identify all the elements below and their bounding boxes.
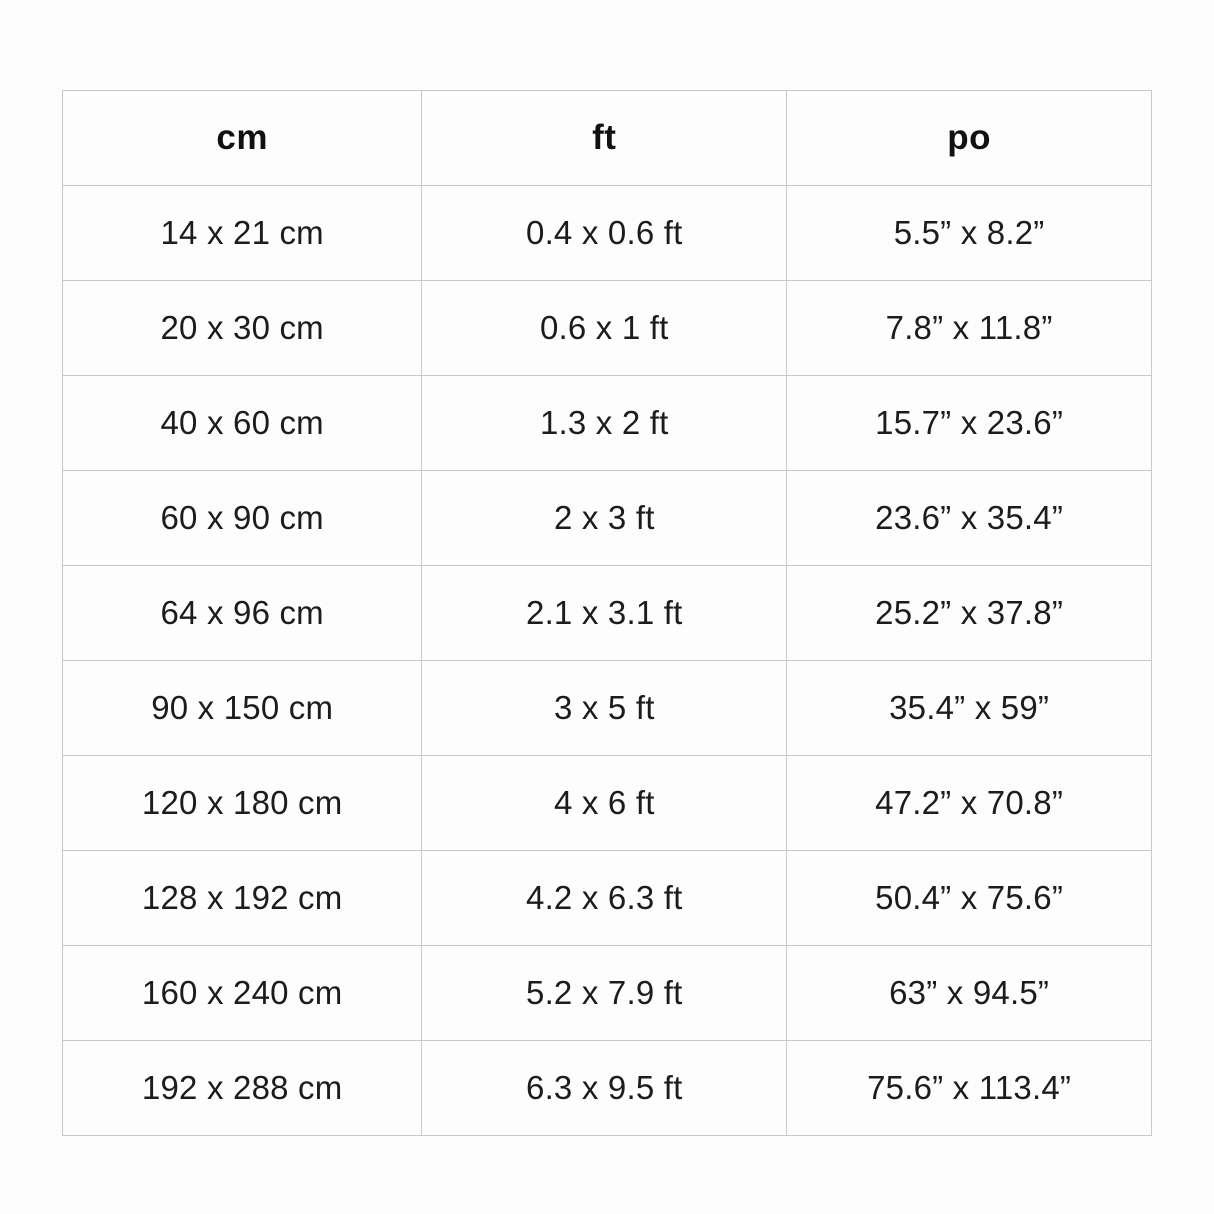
cell-cm: 20 x 30 cm (63, 281, 422, 376)
cell-cm: 90 x 150 cm (63, 661, 422, 756)
cell-cm: 64 x 96 cm (63, 566, 422, 661)
table-row (63, 756, 1152, 851)
cell-po: 75.6” x 113.4” (787, 1041, 1152, 1136)
table-row (63, 376, 1152, 471)
column-header-cm: cm (63, 91, 422, 186)
cell-ft: 5.2 x 7.9 ft (422, 946, 787, 1041)
size-conversion-table-container (62, 90, 1152, 1136)
cell-ft: 6.3 x 9.5 ft (422, 1041, 787, 1136)
table-body (63, 186, 1152, 1136)
cell-cm: 120 x 180 cm (63, 756, 422, 851)
column-header-po: po (787, 91, 1152, 186)
table-row (63, 281, 1152, 376)
table-row (63, 946, 1152, 1041)
table-row (63, 1041, 1152, 1136)
cell-ft: 2 x 3 ft (422, 471, 787, 566)
cell-ft: 0.4 x 0.6 ft (422, 186, 787, 281)
cell-po: 23.6” x 35.4” (787, 471, 1152, 566)
cell-po: 35.4” x 59” (787, 661, 1152, 756)
cell-po: 7.8” x 11.8” (787, 281, 1152, 376)
cell-po: 47.2” x 70.8” (787, 756, 1152, 851)
cell-ft: 4.2 x 6.3 ft (422, 851, 787, 946)
cell-po: 63” x 94.5” (787, 946, 1152, 1041)
column-header-ft: ft (422, 91, 787, 186)
cell-cm: 40 x 60 cm (63, 376, 422, 471)
table-row (63, 661, 1152, 756)
cell-po: 5.5” x 8.2” (787, 186, 1152, 281)
cell-cm: 160 x 240 cm (63, 946, 422, 1041)
cell-cm: 14 x 21 cm (63, 186, 422, 281)
size-conversion-table (62, 90, 1152, 1136)
table-row (63, 186, 1152, 281)
cell-ft: 0.6 x 1 ft (422, 281, 787, 376)
cell-ft: 1.3 x 2 ft (422, 376, 787, 471)
cell-po: 25.2” x 37.8” (787, 566, 1152, 661)
cell-ft: 3 x 5 ft (422, 661, 787, 756)
cell-po: 15.7” x 23.6” (787, 376, 1152, 471)
table-row (63, 851, 1152, 946)
table-header (63, 91, 1152, 186)
cell-ft: 2.1 x 3.1 ft (422, 566, 787, 661)
cell-ft: 4 x 6 ft (422, 756, 787, 851)
cell-cm: 60 x 90 cm (63, 471, 422, 566)
cell-po: 50.4” x 75.6” (787, 851, 1152, 946)
table-row (63, 566, 1152, 661)
cell-cm: 128 x 192 cm (63, 851, 422, 946)
table-header-row (63, 91, 1152, 186)
cell-cm: 192 x 288 cm (63, 1041, 422, 1136)
table-row (63, 471, 1152, 566)
